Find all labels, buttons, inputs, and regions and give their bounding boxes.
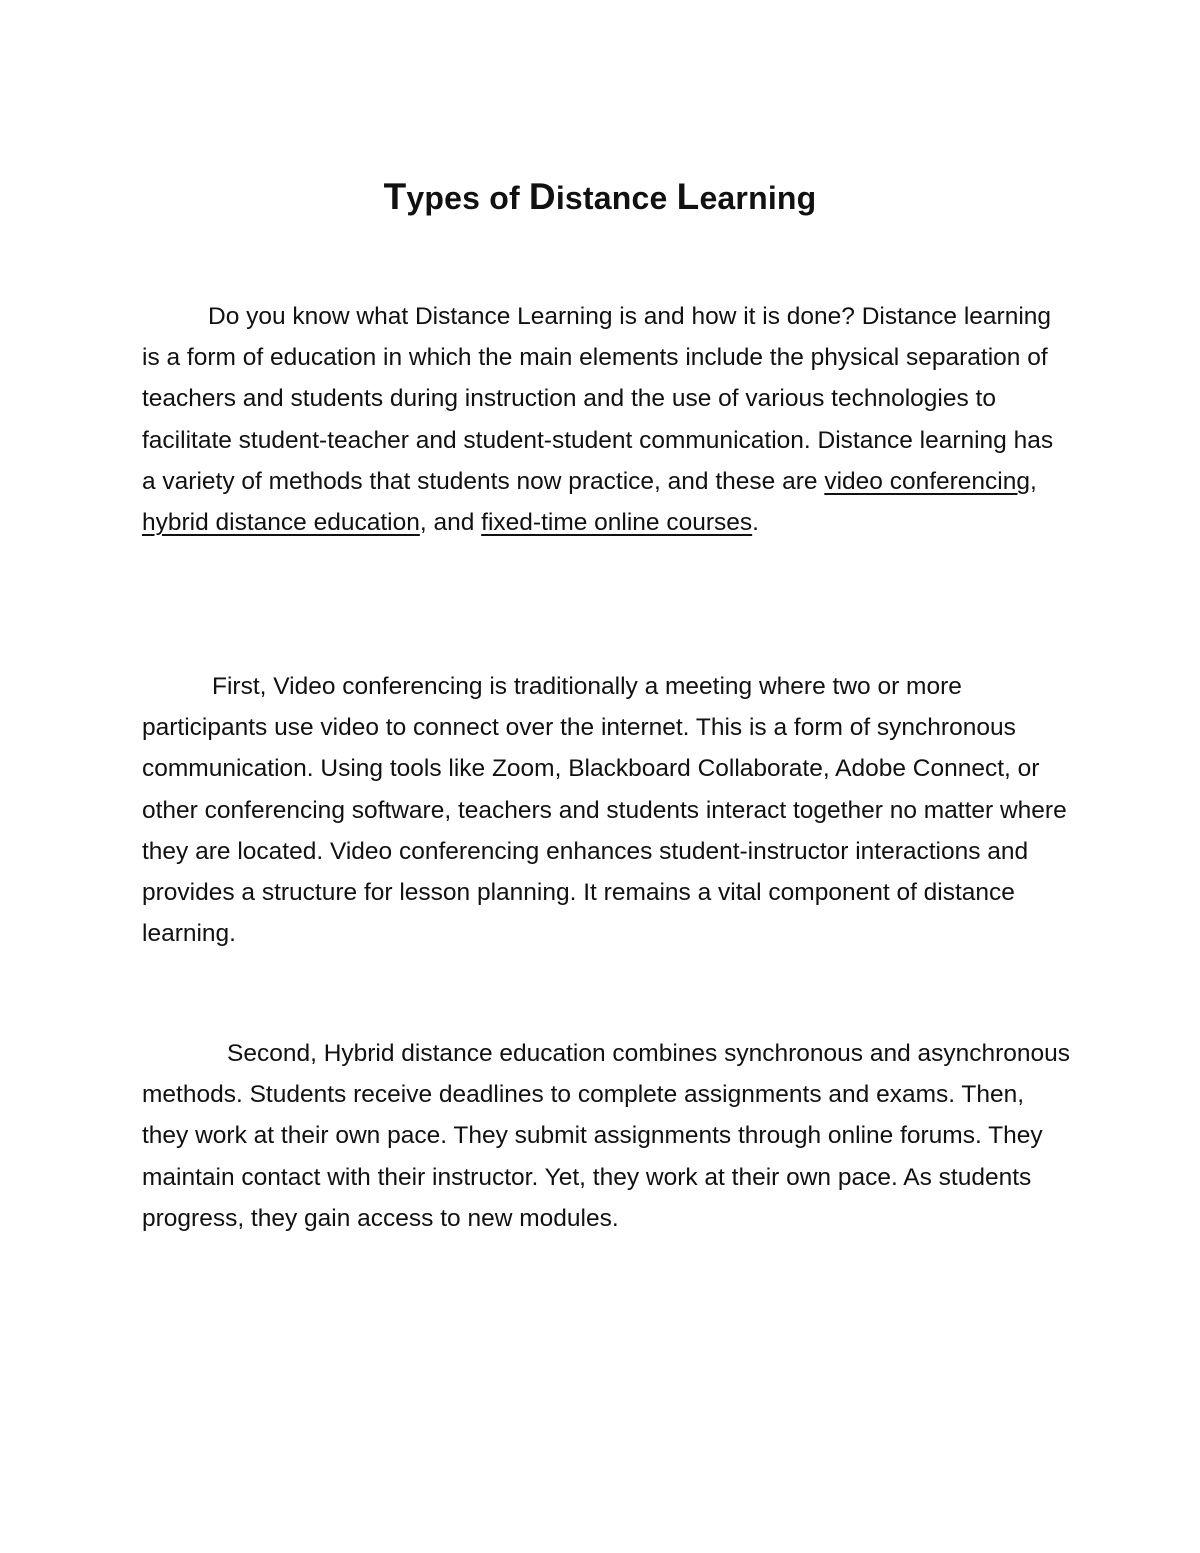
title-initial-d: D (528, 176, 556, 218)
intro-paragraph (142, 296, 1072, 543)
title-part-distance: istance (555, 180, 677, 217)
intro-separator: , (1029, 467, 1037, 495)
title-initial-t: T (383, 176, 407, 218)
document-title (0, 171, 1200, 224)
intro-end: . (752, 509, 759, 537)
fixed-time-online-courses-link[interactable]: fixed-time online courses (481, 509, 753, 537)
hybrid-education-paragraph: Second, Hybrid distance education combines synchronous and asynchronous methods. Students receive deadlines to complete assignments and exams. Then, they work at their own pace. They submit assignments through online forums. They maintain contact with their instructor. Yet, they work at their own pace. As students progress, they gain access to new modules. (142, 1040, 1071, 1232)
video-conferencing-paragraph: First, Video conferencing is traditionally a meeting where two or more participants use video to connect over the internet. This is a form of synchronous communication. Using tools like Zoom, Blackboard Collaborate, Adobe Connect, or other conferencing software, teachers and students interact together no matter where they are located. Video conferencing enhances student-instructor interactions and provides a structure for lesson planning. It remains a vital component of distance learning. (142, 673, 1067, 948)
hybrid-distance-education-link[interactable]: hybrid distance education (142, 509, 420, 537)
title-initial-l: L (676, 176, 700, 218)
intro-text: Do you know what Distance Learning is and how it is done? Distance learning is a form of education in which the main elements include the physical separation of teachers and students during instruction and the use of various technologies to facilitate student-teacher and student-student communication. Distance learning has a variety of methods that students now practice, and these are (142, 303, 1054, 495)
title-part-learning: earning (699, 180, 817, 217)
video-conferencing-link[interactable]: video conferencing (824, 467, 1030, 495)
intro-separator: , and (419, 509, 482, 537)
title-part-types: ypes of (406, 180, 529, 217)
